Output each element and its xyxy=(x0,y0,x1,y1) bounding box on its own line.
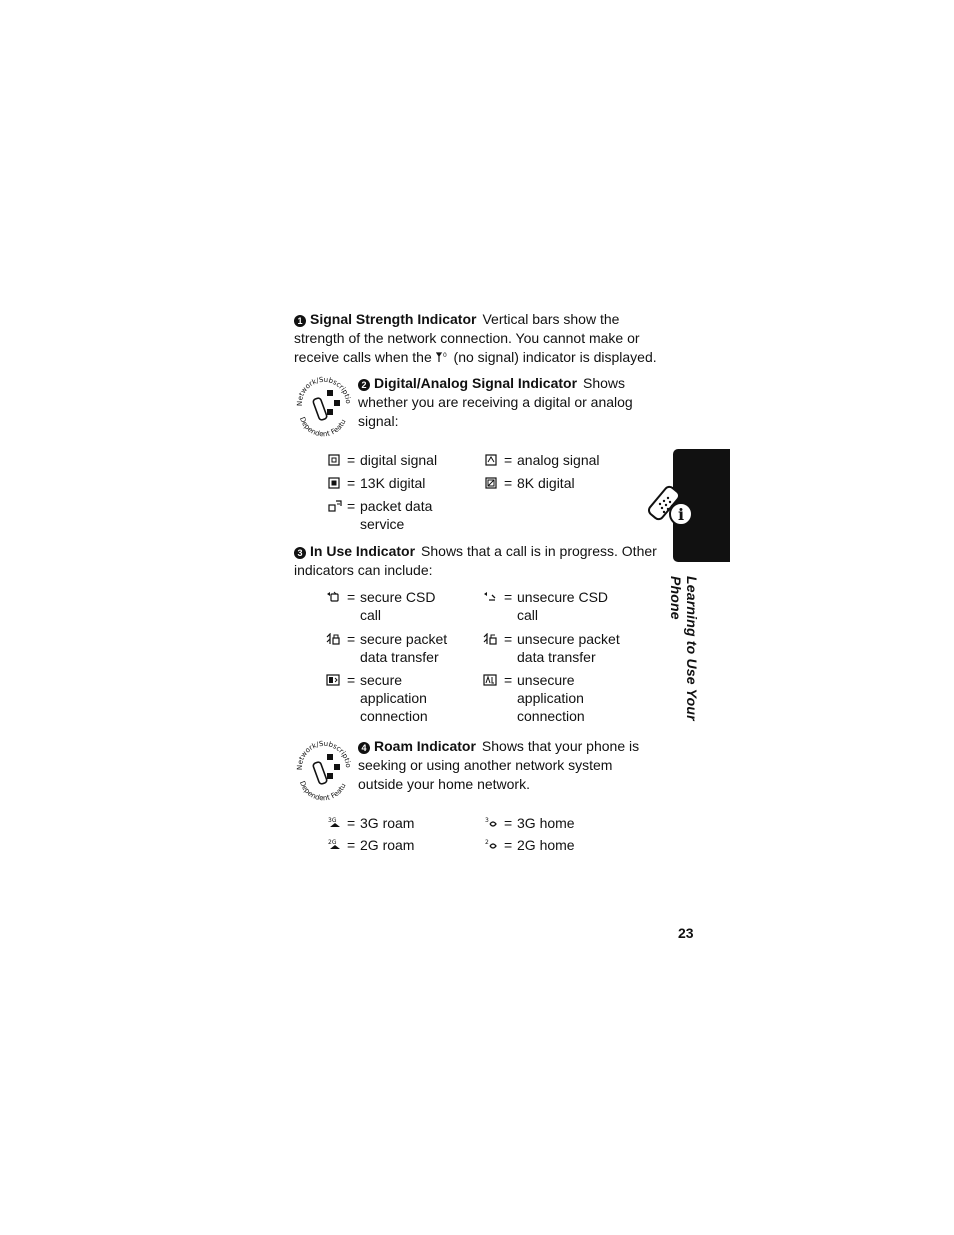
list-item-label: 13K digital xyxy=(360,475,426,491)
equals-sign: = xyxy=(504,672,513,688)
2g-home-icon xyxy=(485,838,499,850)
equals-sign: = xyxy=(347,815,356,831)
equals-sign: = xyxy=(347,589,356,605)
list-item-label: analog signal xyxy=(517,452,600,468)
equals-sign: = xyxy=(347,498,356,514)
item-number-3: 3 xyxy=(294,547,306,559)
list-item-label: unsecure application connection xyxy=(517,672,585,724)
equals-sign: = xyxy=(504,815,513,831)
3g-roam-icon xyxy=(328,816,342,828)
roam-body: Shows that your phone is seeking or using another network system outside your home network. xyxy=(358,738,640,792)
digital-signal-icon xyxy=(328,454,342,466)
13k-digital-icon xyxy=(328,477,342,489)
svg-text:Dependent Feature: Dependent Featu xyxy=(297,415,348,438)
network-feature-badge xyxy=(294,740,352,802)
equals-sign: = xyxy=(504,837,513,853)
item-number-2: 2 xyxy=(358,379,370,391)
roam-title: Roam Indicator xyxy=(374,738,476,754)
equals-sign: = xyxy=(347,837,356,853)
in-use-body: Shows that a call is in progress. Other indicators can include: xyxy=(294,543,657,578)
list-item-label: unsecure packet data transfer xyxy=(517,631,620,665)
list-item-label: 2G roam xyxy=(360,837,415,853)
digital-analog-title: Digital/Analog Signal Indicator xyxy=(374,375,578,391)
equals-sign: = xyxy=(347,631,356,647)
digital-analog-body: Shows whether you are receiving a digital or analog signal: xyxy=(358,375,633,429)
3g-home-icon xyxy=(485,816,499,828)
svg-text:Network/Subscription: Network/Subscriptio xyxy=(295,740,352,771)
svg-text:3: 3 xyxy=(485,817,489,824)
svg-text:2G: 2G xyxy=(328,839,337,846)
list-item-label: unsecure CSD call xyxy=(517,589,609,623)
svg-text:0: 0 xyxy=(442,352,447,359)
equals-sign: = xyxy=(347,672,356,688)
list-item-label: secure application connection xyxy=(360,672,428,724)
secure-app-icon xyxy=(326,674,340,686)
signal-strength-body-end: (no signal) indicator is displayed. xyxy=(453,349,657,365)
svg-text:2: 2 xyxy=(485,839,489,846)
unsecure-csd-icon xyxy=(483,591,497,603)
2g-roam-icon xyxy=(328,838,342,850)
item-number-1: 1 xyxy=(294,315,306,327)
list-item-label: packet data service xyxy=(360,498,433,532)
8k-digital-icon xyxy=(485,477,499,489)
svg-text:Dependent Feature: Dependent Featu xyxy=(297,779,348,802)
signal-strength-body: Vertical bars show the strength of the network connection. You cannot make or receive calls when the xyxy=(294,311,640,365)
item-number-4: 4 xyxy=(358,742,370,754)
unsecure-packet-icon xyxy=(483,633,497,645)
unsecure-app-icon xyxy=(483,674,497,686)
analog-signal-icon xyxy=(485,454,499,466)
list-item-label: digital signal xyxy=(360,452,438,468)
phone-info-icon xyxy=(646,482,696,528)
signal-strength-title: Signal Strength Indicator xyxy=(310,311,477,327)
list-item-label: 3G roam xyxy=(360,815,415,831)
section-title: Learning to Use Your Phone xyxy=(668,576,700,721)
equals-sign: = xyxy=(504,589,513,605)
secure-packet-icon xyxy=(326,633,340,645)
signal-strength-paragraph xyxy=(294,310,660,367)
svg-text:3G: 3G xyxy=(328,817,337,824)
equals-sign: = xyxy=(504,452,513,468)
equals-sign: = xyxy=(347,475,356,491)
page-number: 23 xyxy=(678,925,694,941)
svg-text:i: i xyxy=(677,505,685,524)
secure-csd-icon xyxy=(326,591,340,603)
list-item-label: secure CSD call xyxy=(360,589,436,623)
in-use-title: In Use Indicator xyxy=(310,543,416,559)
list-item-label: 2G home xyxy=(517,837,575,853)
list-item-label: 8K digital xyxy=(517,475,575,491)
packet-data-icon xyxy=(328,500,342,512)
equals-sign: = xyxy=(504,631,513,647)
network-feature-badge xyxy=(294,376,352,438)
in-use-paragraph xyxy=(294,542,660,580)
digital-analog-paragraph xyxy=(358,374,658,431)
equals-sign: = xyxy=(347,452,356,468)
equals-sign: = xyxy=(504,475,513,491)
list-item-label: secure packet data transfer xyxy=(360,631,448,665)
roam-paragraph xyxy=(358,737,658,794)
svg-text:Network/Subscription: Network/Subscriptio xyxy=(295,376,352,407)
list-item-label: 3G home xyxy=(517,815,575,831)
no-signal-icon xyxy=(436,349,450,361)
